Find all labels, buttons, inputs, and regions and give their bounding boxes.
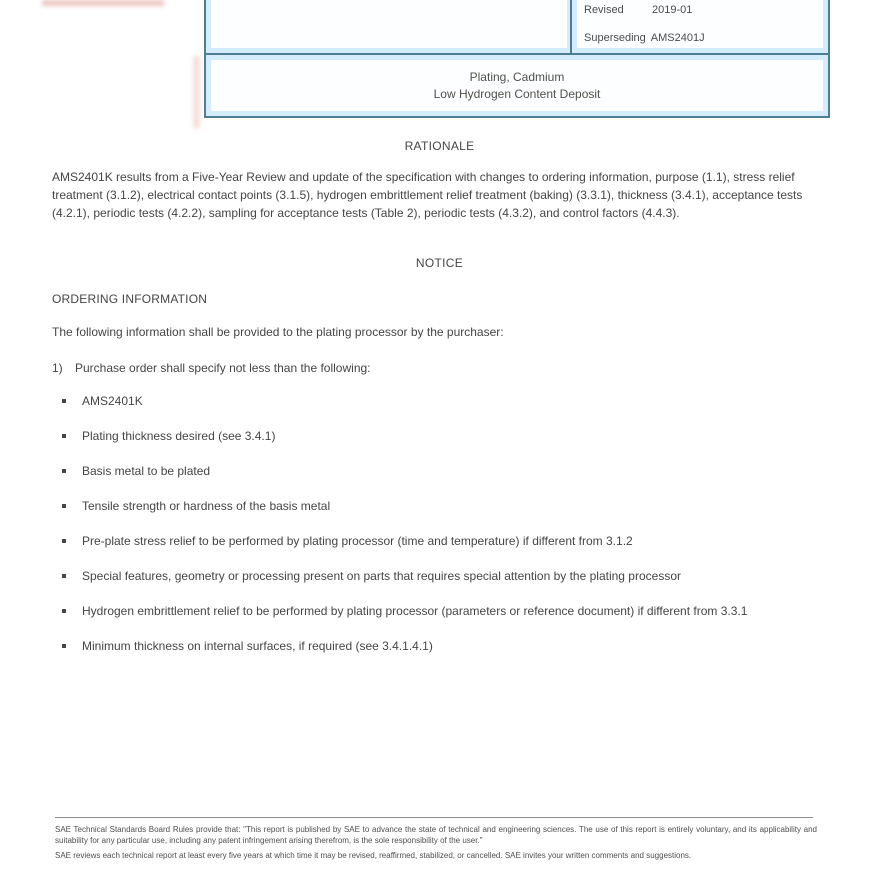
superseding-row: [584, 32, 705, 44]
ordering-intro-paragraph: The following information shall be provided to the plating processor by the purchaser:: [52, 325, 504, 339]
bullet-text: Minimum thickness on internal surfaces, if required (see 3.4.1.4.1): [82, 639, 433, 653]
bullet-text: Plating thickness desired (see 3.4.1): [82, 429, 276, 443]
list-item: [52, 532, 832, 550]
superseding-label: Superseding: [584, 32, 646, 44]
ordered-item-1: [52, 359, 827, 377]
bullet-icon: [62, 644, 66, 648]
footer-legal-paragraph-2: SAE reviews each technical report at least every five years at which time it may be revised, reaffirmed, stabilized, or cancelled. SAE invites your written comments and suggestions.: [55, 851, 692, 860]
rationale-paragraph: AMS2401K results from a Five-Year Review and update of the specification with changes to ordering information, purpose (1.1), stress relief treatment (3.1.2), electrical contact points (3.1.5), hydrogen embrittlement relief treatment (baking) (3.3.1), thickness (3.4.1), acceptance tests (4.2.1), periodic tests (4.2.2), sampling for acceptance tests (Table 2), periodic tests (4.3.2), and control factors (4.4.3).: [52, 170, 803, 220]
cropped-stamp-remnant: [193, 56, 200, 128]
list-item: [52, 602, 832, 620]
bullet-icon: [62, 609, 66, 613]
bullet-icon: [62, 574, 66, 578]
list-item: [52, 427, 832, 445]
list-item: [52, 637, 832, 655]
revised-date: 2019-01: [652, 4, 693, 16]
superseding-value: AMS2401J: [650, 32, 705, 44]
bullet-icon: [62, 469, 66, 473]
spec-table-center-cell: [204, 0, 574, 55]
list-item: [52, 462, 832, 480]
bullet-text: Special features, geometry or processing present on parts that requires special attention by the plating processor: [82, 569, 681, 583]
item-text: Purchase order shall specify not less than the following:: [75, 361, 371, 375]
bullet-icon: [62, 504, 66, 508]
ordering-bullet-list: [52, 392, 832, 672]
footer-legal-paragraph-1: SAE Technical Standards Board Rules provide that: "This report is published by SAE to advance the state of technical and engineering sciences. The use of this report is entirely voluntary, and its applicability and suitability for any particular use, including any patent infringement arising therefrom, is the sole responsibility of the user.": [55, 825, 817, 845]
ordering-information-heading: ORDERING INFORMATION: [52, 292, 208, 306]
bullet-icon: [62, 539, 66, 543]
spec-title-line1: Plating, Cadmium: [469, 69, 565, 84]
bullet-icon: [62, 399, 66, 403]
spec-title-cell: [204, 53, 830, 118]
bullet-icon: [62, 434, 66, 438]
bullet-text: AMS2401K: [82, 394, 143, 408]
revised-label: Revised: [584, 4, 624, 16]
item-number: 1): [52, 361, 63, 375]
footer-divider: [55, 817, 813, 818]
bullet-text: Hydrogen embrittlement relief to be performed by plating processor (parameters or reference document) if different from 3.3.1: [82, 604, 748, 618]
revised-row: [584, 4, 692, 16]
notice-heading: NOTICE: [415, 256, 464, 270]
bullet-text: Tensile strength or hardness of the basis metal: [82, 499, 331, 513]
list-item: [52, 392, 832, 410]
list-item: [52, 567, 832, 585]
spec-table-revision-cell: [570, 0, 830, 55]
spec-title-line2: Low Hydrogen Content Deposit: [433, 86, 601, 101]
bullet-text: Pre-plate stress relief to be performed by plating processor (time and temperature) if different from 3.1.2: [82, 534, 633, 548]
rationale-heading: RATIONALE: [404, 139, 475, 153]
cropped-logo-remnant: [42, 0, 164, 6]
list-item: [52, 497, 832, 515]
bullet-text: Basis metal to be plated: [82, 464, 211, 478]
